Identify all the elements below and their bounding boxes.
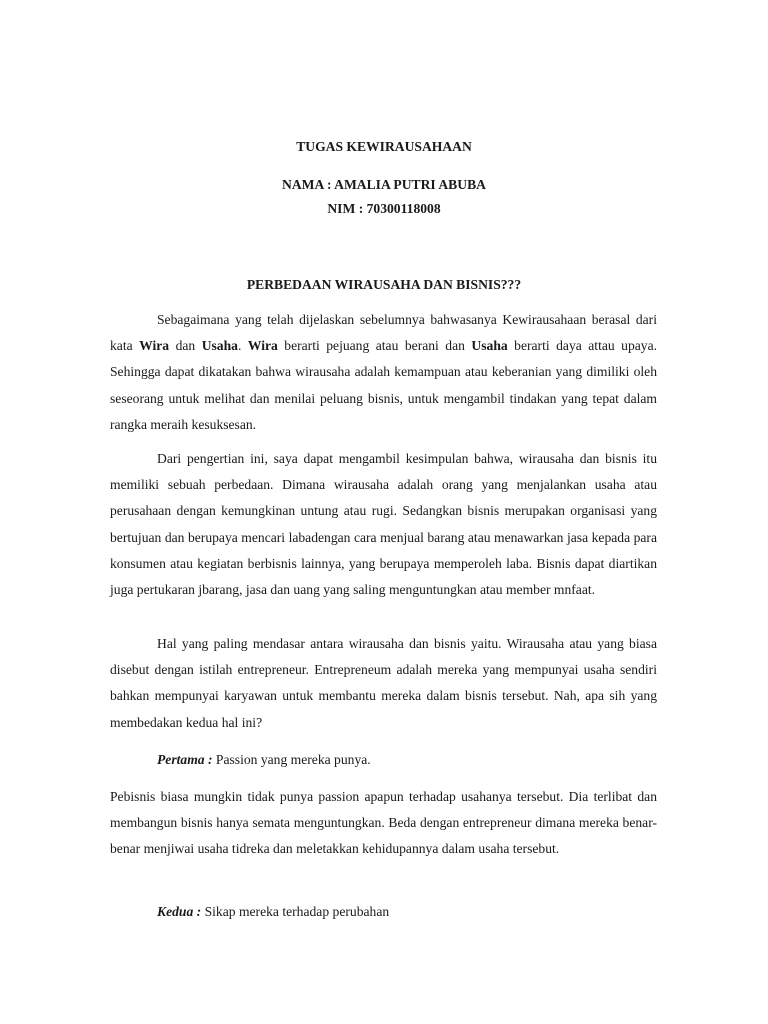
paragraph-text: dan	[169, 338, 202, 354]
document-title: TUGAS KEWIRAUSAHAAN	[296, 139, 472, 154]
student-name: NAMA : AMALIA PUTRI ABUBA	[282, 177, 486, 192]
student-nim: NIM : 70300118008	[327, 201, 441, 216]
point-label: Pertama :	[157, 752, 213, 767]
bold-term-wira: Wira	[139, 338, 170, 354]
point-label: Kedua :	[157, 904, 202, 919]
point-first	[157, 752, 371, 768]
paragraph-conclusion: Dari pengertian ini, saya dapat mengambil kesimpulan bahwa, wirausaha dan bisnis itu memiliki sebuah perbedaan. Dimana wirausaha adalah orang yang menjalankan usaha atau perusahaan dengan kemungkinan untung atau rugi. Sedangkan bisnis merupakan organisasi yang bertujuan dan berupaya mencari labadengan cara menjual barang atau menawarkan jasa kepada para konsumen atau kegiatan berbisnis lainnya, yang berupaya memperoleh laba. Bisnis dapat diartikan juga pertukaran jbarang, jasa dan uang yang saling menguntungkan atau member mnfaat.	[110, 451, 657, 598]
section-heading: PERBEDAAN WIRAUSAHA DAN BISNIS???	[246, 277, 522, 292]
paragraph-text: berarti pejuang atau berani dan	[277, 338, 472, 354]
paragraph-passion: Pebisnis biasa mungkin tidak punya passion apapun terhadap usahanya tersebut. Dia terlibat dan membangun bisnis hanya semata menguntungkan. Beda dengan entrepreneur dimana mereka benar-benar menjiwai usaha tidreka dan meletakkan kehidupannya dalam usaha tersebut.	[110, 789, 657, 857]
point-second	[157, 904, 389, 920]
point-text: Sikap mereka terhadap perubahan	[201, 904, 390, 919]
paragraph-difference: Hal yang paling mendasar antara wirausaha dan bisnis yaitu. Wirausaha atau yang biasa disebut dengan istilah entrepreneur. Entrepreneum adalah mereka yang mempunyai usaha sendiri bahkan mempunyai karyawan untuk membantu mereka dalam bisnis tersebut. Nah, apa sih yang membedakan kedua hal ini?	[110, 636, 657, 730]
point-text: Passion yang mereka punya.	[212, 752, 371, 767]
bold-term-usaha: Usaha	[201, 338, 238, 354]
paragraph-text: berarti daya attau upaya. Sehingga dapat dikatakan bahwa wirausaha adalah kemampuan atau keberanian yang dimiliki oleh seseorang untuk melihat dan menilai peluang bisnis, untuk mengambil tindakan yang tepat dalam rangka meraih kesuksesan.	[110, 338, 658, 432]
paragraph-text: Sebagaimana yang telah dijelaskan sebelumnya bahwasanya Kewirausahaan berasal dari kata	[110, 312, 657, 354]
paragraph-definition	[110, 307, 657, 438]
bold-term-wira: Wira	[247, 338, 278, 354]
bold-term-usaha: Usaha	[471, 338, 508, 354]
paragraph-text: .	[237, 338, 248, 354]
